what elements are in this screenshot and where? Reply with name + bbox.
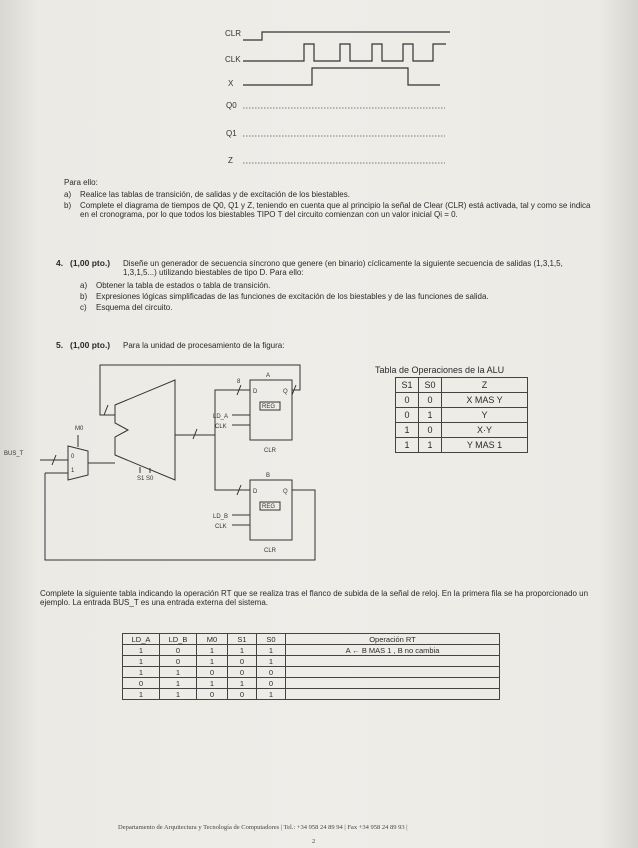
table-cell: 0 — [160, 645, 197, 656]
table-cell: 1 — [228, 645, 257, 656]
clr-b-label: CLR — [264, 548, 277, 554]
table-row — [123, 667, 500, 678]
ld-a-label: LD_A — [213, 414, 229, 420]
alu-out-a — [175, 390, 250, 435]
complete-instructions: Complete la siguiente tabla indicando la operación RT que se realiza tras el flanco de subida de la señal de reloj. En la primera fila se ha proporcionado un ejemplo. La entrada BUS_T es una entrada externa del sistema. — [40, 589, 589, 607]
table-cell: 0 — [396, 393, 419, 408]
clk-b-label: CLK — [215, 524, 227, 530]
ld-b-label: LD_B — [213, 514, 229, 520]
alu-table-title: Tabla de Operaciones de la ALU — [375, 365, 505, 375]
q4-item-b-label: b) — [80, 292, 88, 301]
table-cell: 1 — [419, 438, 442, 453]
table-cell: 1 — [396, 438, 419, 453]
rt-h-lda: LD_A — [123, 634, 160, 645]
table-cell: 1 — [123, 667, 160, 678]
q5-points: (1,00 pto.) — [70, 340, 111, 350]
reg-b-d: D — [253, 489, 258, 495]
mux-block — [68, 446, 88, 480]
table-cell: 1 — [197, 656, 228, 667]
table-row — [396, 393, 528, 408]
reg-a-reg: REG — [262, 404, 276, 410]
table-cell: 1 — [123, 645, 160, 656]
table-cell: A ← B MAS 1 , B no cambia — [286, 645, 500, 656]
table-cell: 0 — [419, 393, 442, 408]
q5-number: 5. — [56, 340, 64, 350]
signal-label-q0: Q0 — [226, 101, 237, 110]
width-label: 8 — [237, 379, 241, 385]
table-cell: 1 — [123, 656, 160, 667]
table-row — [396, 423, 528, 438]
reg-b-reg: REG — [262, 504, 276, 510]
table-cell: 0 — [419, 423, 442, 438]
table-cell: 0 — [257, 678, 286, 689]
signal-label-q1: Q1 — [226, 129, 237, 138]
table-cell: 0 — [396, 408, 419, 423]
feedback-wire-b — [45, 473, 315, 560]
table-cell: 1 — [160, 667, 197, 678]
q4-item-a-text: Obtener la tabla de estados o tabla de transición. — [96, 281, 271, 290]
reg-b-q: Q — [283, 489, 288, 495]
table-row — [123, 678, 500, 689]
item-b-text: Complete el diagrama de tiempos de Q0, Q1 y Z, teniendo en cuenta que al principio la señal de Clear (CLR) está activada, tal y como se indica en el cronograma, por lo que todos los biestables TIPO T del circuito comienzan con un valor inicial Qi = 0. — [80, 201, 591, 219]
clr-a-label: CLR — [264, 448, 277, 454]
table-row — [123, 656, 500, 667]
rt-h-s0: S0 — [257, 634, 286, 645]
bus-label: BUS_T — [4, 451, 24, 457]
rt-h-m0: M0 — [197, 634, 228, 645]
reg-a-d: D — [253, 389, 258, 395]
alu-block — [115, 380, 175, 480]
alu-h-s1: S1 — [396, 378, 419, 393]
rt-h-op: Operación RT — [286, 634, 500, 645]
alu-table — [395, 377, 528, 453]
q5-text: Para la unidad de procesamiento de la figura: — [123, 341, 285, 350]
rt-table — [122, 633, 500, 700]
table-cell: 0 — [160, 656, 197, 667]
table-cell: 0 — [123, 678, 160, 689]
timing-diagram — [0, 0, 638, 175]
table-cell: 1 — [160, 678, 197, 689]
table-cell: Y — [442, 408, 528, 423]
table-cell: 0 — [197, 667, 228, 678]
table-cell: 1 — [197, 678, 228, 689]
q4-item-a-label: a) — [80, 281, 88, 290]
table-cell: 0 — [228, 689, 257, 700]
mux-in1: 1 — [71, 468, 75, 474]
table-cell — [286, 689, 500, 700]
q4-item-c-text: Esquema del circuito. — [96, 303, 173, 312]
mux-in0: 0 — [71, 454, 75, 460]
table-cell: Y MAS 1 — [442, 438, 528, 453]
x-waveform — [243, 68, 440, 85]
table-cell: 1 — [228, 678, 257, 689]
signal-label-clk: CLK — [225, 55, 241, 64]
table-cell: 0 — [228, 667, 257, 678]
page-number: 2 — [312, 838, 316, 845]
q4-text: Diseñe un generador de secuencia síncrono que genere (en binario) cíclicamente la siguiente secuencia de salidas (1,3,1,5, 1,3,1,5...) utilizando biestables de tipo D. Para ello: — [123, 259, 563, 277]
item-a-label: a) — [64, 190, 72, 199]
signal-label-x: X — [228, 79, 234, 88]
processing-unit-diagram — [0, 355, 360, 570]
table-cell: 0 — [228, 656, 257, 667]
signal-label-z: Z — [228, 156, 233, 165]
q4-item-b-text: Expresiones lógicas simplificadas de las funciones de excitación de los biestables y de las funciones de salida. — [96, 292, 489, 301]
q4-item-c-label: c) — [80, 303, 87, 312]
s1s0-label: S1 S0 — [137, 476, 154, 482]
table-cell: 1 — [257, 656, 286, 667]
table-cell: 1 — [419, 408, 442, 423]
reg-b-name: B — [266, 473, 271, 479]
alu-h-z: Z — [442, 378, 528, 393]
q4-points: (1,00 pto.) — [70, 258, 111, 268]
table-cell: 1 — [160, 689, 197, 700]
rt-h-s1: S1 — [228, 634, 257, 645]
table-row — [123, 645, 500, 656]
table-cell: 1 — [123, 689, 160, 700]
item-b-label: b) — [64, 201, 72, 210]
item-a-text: Realice las tablas de transición, de salidas y de excitación de los biestables. — [80, 190, 350, 199]
clr-waveform — [243, 32, 450, 40]
table-cell — [286, 667, 500, 678]
table-cell — [286, 678, 500, 689]
clk-a-label: CLK — [215, 424, 227, 430]
table-cell: 1 — [257, 645, 286, 656]
table-cell: 0 — [257, 667, 286, 678]
rt-table-header — [123, 634, 500, 645]
reg-a-q: Q — [283, 389, 288, 395]
alu-out-b — [215, 435, 250, 490]
table-row — [396, 438, 528, 453]
table-cell: 1 — [257, 689, 286, 700]
table-row — [396, 408, 528, 423]
rt-h-ldb: LD_B — [160, 634, 197, 645]
alu-table-header — [396, 378, 528, 393]
m0-label: M0 — [75, 426, 84, 432]
page-footer: Departamento de Arquitectura y Tecnología de Computadores | Tel.: +34 958 24 89 94 | Fax +34 958 24 89 93 | — [118, 824, 408, 831]
reg-a-name: A — [266, 373, 271, 379]
table-cell: 1 — [396, 423, 419, 438]
table-row — [123, 689, 500, 700]
q4-number: 4. — [56, 258, 64, 268]
table-cell: 0 — [197, 689, 228, 700]
table-cell — [286, 656, 500, 667]
alu-h-s0: S0 — [419, 378, 442, 393]
table-cell: 1 — [197, 645, 228, 656]
clk-waveform — [243, 44, 446, 61]
table-cell: X MAS Y — [442, 393, 528, 408]
table-cell: X·Y — [442, 423, 528, 438]
signal-label-clr: CLR — [225, 29, 242, 38]
para-ello: Para ello: — [64, 178, 98, 187]
